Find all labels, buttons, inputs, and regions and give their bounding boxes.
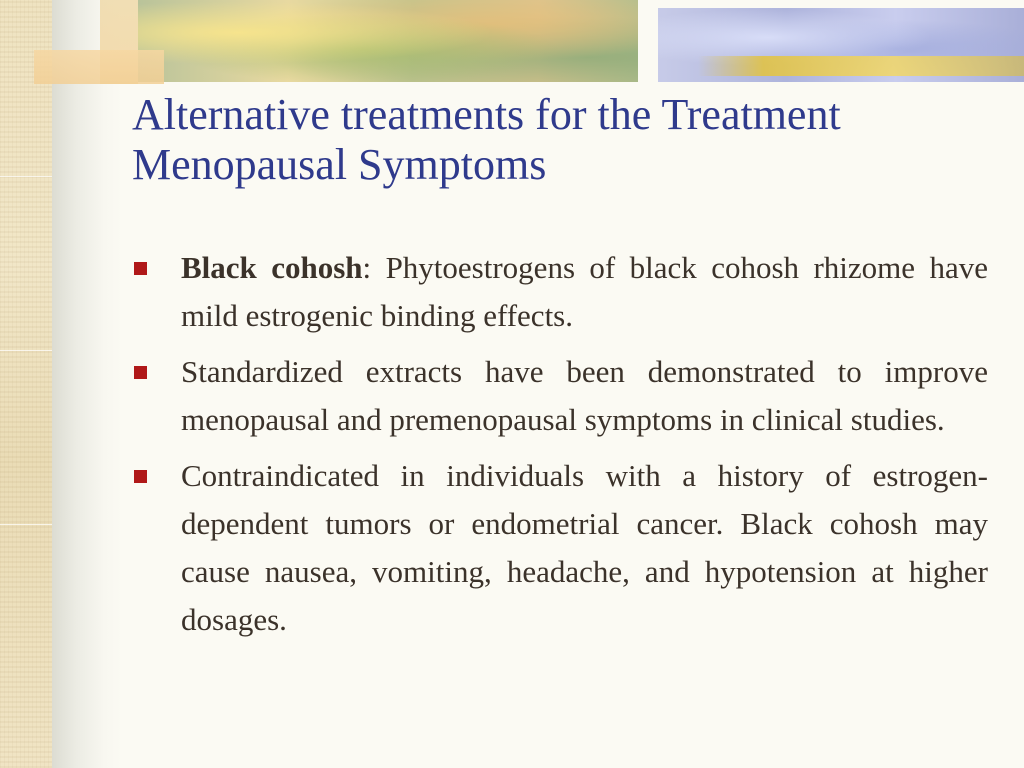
bullet-item-contraindications [130, 452, 988, 644]
slide-title: Alternative treatments for the Treatment Menopausal Symptoms [132, 90, 841, 189]
bullet-item-black-cohosh [130, 244, 988, 340]
left-decorative-strip [0, 0, 52, 768]
leaf-collage-image [138, 0, 638, 82]
orange-accent-bar [34, 50, 164, 84]
square-bullet-icon [134, 366, 147, 379]
bullet-lead-term: Black cohosh [181, 250, 363, 285]
bullet-text: : Phytoestrogens of black cohosh rhizome have mild estrogenic binding effects. [181, 250, 988, 333]
bullet-list [130, 244, 988, 652]
strip-shadow [52, 0, 122, 768]
bullet-text: Contraindicated in individuals with a history of estrogen-dependent tumors or endometrial cancer. Black cohosh may cause nausea, vomiting, headache, and hypotension at higher dosages. [181, 458, 988, 637]
bullet-text: Standardized extracts have been demonstrated to improve menopausal and premenopausal symptoms in clinical studies. [181, 354, 988, 437]
header-collage-banner [138, 0, 1024, 82]
square-bullet-icon [134, 470, 147, 483]
bullet-item-standardized-extracts [130, 348, 988, 444]
square-bullet-icon [134, 262, 147, 275]
gold-ribbon [698, 56, 1024, 76]
